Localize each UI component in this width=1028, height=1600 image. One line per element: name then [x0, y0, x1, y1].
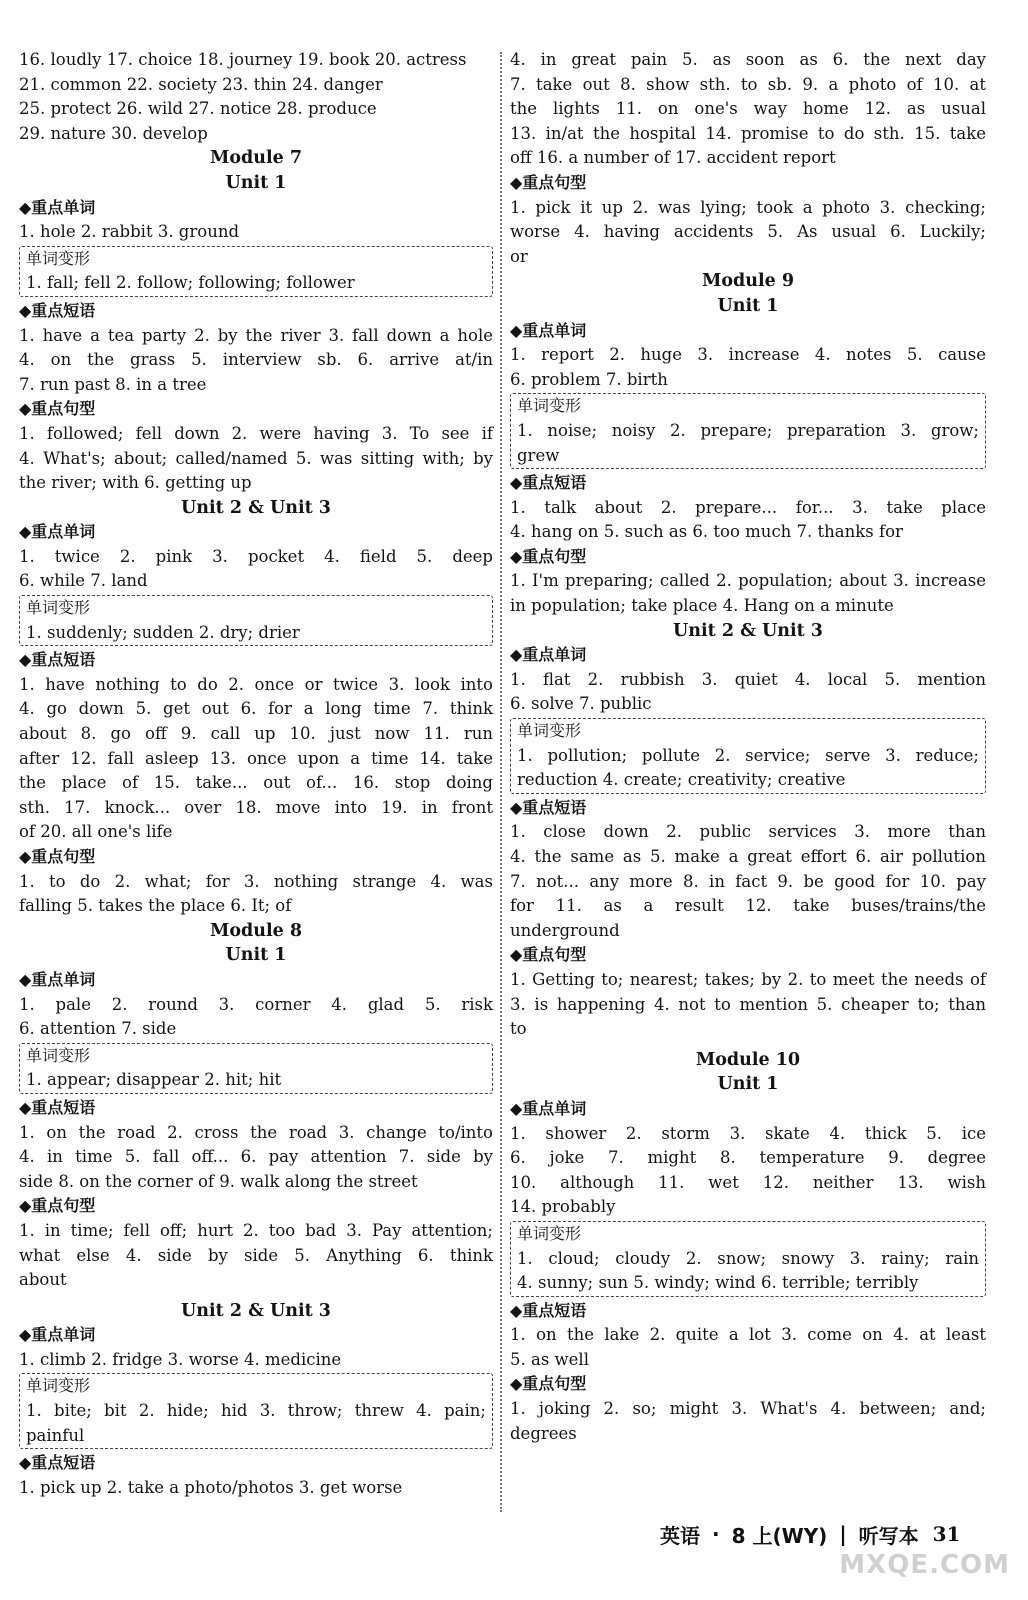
- section-title: Unit 2 & Unit 3: [673, 620, 823, 641]
- answer-line: 1. Getting to; nearest; takes; by 2. to meet the needs of: [510, 969, 986, 989]
- word-forms-heading: 单词变形: [26, 1045, 91, 1065]
- answer-line: 4. in great pain 5. as soon as 6. the next day: [510, 50, 986, 69]
- footer-book: 听写本: [858, 1523, 919, 1548]
- answer-paragraph: [510, 496, 986, 545]
- answer-paragraph: [19, 870, 493, 919]
- word-forms-heading: 单词变形: [517, 721, 582, 741]
- answer-line: 21. common 22. society 23. thin 24. danger: [19, 74, 383, 94]
- section-heading: ◆重点句型: [510, 1374, 587, 1394]
- answer-line: 1. have nothing to do 2. once or twice 3. look into: [19, 674, 493, 694]
- answer-line: for 11. as a result 12. take buses/trains/the: [510, 896, 986, 916]
- section-heading: ◆重点短语: [19, 1097, 96, 1117]
- answer-line: 4. hang on 5. such as 6. too much 7. thanks for: [510, 522, 903, 542]
- answer-line: 1. I'm preparing; called 2. population; about 3. increase: [510, 571, 986, 591]
- answer-line: 13. in/at the hospital 14. promise to do sth. 15. take: [510, 123, 986, 143]
- word-forms-box: [510, 393, 986, 469]
- section-title: Unit 1: [225, 172, 287, 193]
- answer-line: 3. is happening 4. not to mention 5. cheaper to; than: [510, 994, 986, 1014]
- answer-line: 1. climb 2. fridge 3. worse 4. medicine: [19, 1349, 342, 1369]
- word-forms-heading: 单词变形: [26, 598, 91, 618]
- answer-line: 7. take out 8. show sth. to sb. 9. a photo of 10. at: [510, 74, 986, 94]
- section-heading: ◆重点句型: [510, 546, 587, 566]
- answer-paragraph: [510, 820, 986, 943]
- answer-paragraph: [510, 1397, 986, 1446]
- answer-line: 1. flat 2. rubbish 3. quiet 4. local 5. mention: [510, 669, 986, 689]
- answer-line: 1. fall; fell 2. follow; following; follower: [26, 273, 355, 293]
- answer-line: 6. problem 7. birth: [510, 369, 668, 389]
- answer-line: 4. sunny; sun 5. windy; wind 6. terrible; terribly: [517, 1273, 919, 1293]
- word-forms-box: [510, 718, 986, 794]
- section-heading: ◆重点单词: [19, 522, 96, 542]
- answer-line: 4. in time 5. fall off... 6. pay attention 7. side by: [19, 1147, 493, 1167]
- section-heading: ◆重点句型: [19, 847, 96, 866]
- section-heading: ◆重点单词: [19, 1325, 96, 1345]
- answer-line: the river; with 6. getting up: [19, 473, 252, 493]
- section-heading: ◆重点句型: [510, 945, 587, 965]
- word-forms-box: [19, 246, 493, 297]
- word-forms-box: [19, 1043, 493, 1094]
- right-column: [510, 48, 986, 1446]
- word-forms-heading: 单词变形: [517, 396, 582, 416]
- answer-line: to: [510, 1019, 527, 1039]
- section-title: Unit 2 & Unit 3: [181, 497, 331, 518]
- answer-line: 1. joking 2. so; might 3. What's 4. between; and;: [510, 1399, 986, 1419]
- answer-line: 4. What's; about; called/named 5. was sitting with; by: [19, 448, 493, 468]
- answer-line: 1. in time; fell off; hurt 2. too bad 3. Pay attention;: [19, 1220, 493, 1240]
- answer-line: degrees: [510, 1423, 577, 1443]
- answer-paragraph: [19, 422, 493, 496]
- footer-separator: ·: [712, 1522, 720, 1546]
- section-heading: ◆重点短语: [19, 650, 96, 670]
- answer-line: grew: [517, 445, 560, 465]
- answer-line: or: [510, 246, 528, 266]
- answer-line: 1. have a tea party 2. by the river 3. fall down a hole: [19, 325, 493, 345]
- answer-line: 1. pick up 2. take a photo/photos 3. get worse: [19, 1477, 403, 1497]
- answer-line: 1. cloud; cloudy 2. snow; snowy 3. rainy; rain: [517, 1248, 979, 1268]
- answer-line: 29. nature 30. develop: [19, 123, 208, 143]
- word-forms-heading: 单词变形: [26, 248, 91, 268]
- answer-line: 7. run past 8. in a tree: [19, 374, 207, 394]
- answer-line: 4. go down 5. get out 6. for a long time 7. think: [19, 699, 493, 719]
- answer-line: 14. probably: [510, 1197, 616, 1217]
- answer-paragraph: [510, 1122, 986, 1220]
- answer-line: worse 4. having accidents 5. As usual 6. Luckily;: [510, 222, 986, 242]
- answer-paragraph: [19, 993, 493, 1042]
- answer-line: 1. noise; noisy 2. prepare; preparation 3. grow;: [517, 420, 979, 440]
- answer-line: 1. shower 2. storm 3. skate 4. thick 5. ice: [510, 1123, 986, 1143]
- answer-paragraph: [510, 668, 986, 717]
- answer-paragraph: [19, 1121, 493, 1195]
- answer-paragraph: [510, 1323, 986, 1372]
- answer-line: 1. pick it up 2. was lying; took a photo 3. checking;: [510, 197, 986, 217]
- section-heading: ◆重点短语: [510, 1300, 587, 1320]
- answer-line: 16. loudly 17. choice 18. journey 19. book 20. actress: [19, 50, 467, 69]
- answer-line: 1. bite; bit 2. hide; hid 3. throw; threw 4. pain;: [26, 1401, 486, 1421]
- answer-paragraph: [510, 968, 986, 1042]
- page-number: 31: [932, 1522, 961, 1546]
- section-heading: ◆重点短语: [19, 300, 96, 320]
- section-heading: ◆重点短语: [510, 473, 587, 493]
- answer-line: 1. appear; disappear 2. hit; hit: [26, 1070, 282, 1090]
- answer-line: 1. to do 2. what; for 3. nothing strange 4. was: [19, 871, 493, 891]
- answer-paragraph: [19, 324, 493, 398]
- section-title: Unit 1: [225, 945, 287, 966]
- answer-line: 7. not... any more 8. in fact 9. be good for 10. pay: [510, 871, 986, 891]
- column-divider: [500, 52, 502, 1512]
- answer-line: 5. as well: [510, 1349, 589, 1369]
- answer-line: 25. protect 26. wild 27. notice 28. produce: [19, 99, 377, 119]
- section-heading: ◆重点单词: [510, 1098, 587, 1118]
- answer-line: 4. the same as 5. make a great effort 6. air pollution: [510, 847, 986, 866]
- section-heading: ◆重点单词: [510, 645, 587, 665]
- answer-line: the place of 15. take... out of... 16. stop doing: [19, 773, 493, 793]
- left-column: [19, 48, 493, 1500]
- answer-line: sth. 17. knock... over 18. move into 19. in front: [19, 797, 493, 817]
- answer-line: side 8. on the corner of 9. walk along the street: [19, 1171, 418, 1191]
- section-heading: ◆重点句型: [19, 1196, 96, 1216]
- answer-line: about: [19, 1270, 67, 1290]
- answer-line: 1. hole 2. rabbit 3. ground: [19, 222, 240, 242]
- answer-line: 1. on the lake 2. quite a lot 3. come on 4. at least: [510, 1325, 986, 1345]
- answer-line: 1. report 2. huge 3. increase 4. notes 5. cause: [510, 345, 986, 365]
- answer-paragraph: [510, 48, 986, 171]
- section-heading: ◆重点句型: [510, 172, 587, 192]
- word-forms-box: [19, 595, 493, 646]
- section-title: Module 7: [209, 148, 303, 169]
- answer-line: falling 5. takes the place 6. It; of: [19, 896, 292, 916]
- section-title: Unit 2 & Unit 3: [181, 1300, 331, 1321]
- footer-subject: 英语: [660, 1523, 700, 1548]
- section-title: Module 10: [695, 1049, 801, 1070]
- answer-line: 1. pollution; pollute 2. service; serve 3. reduce;: [517, 745, 979, 765]
- section-heading: ◆重点单词: [19, 197, 96, 217]
- answer-line: 1. talk about 2. prepare... for... 3. take place: [510, 497, 986, 517]
- answer-line: in population; take place 4. Hang on a minute: [510, 596, 894, 616]
- word-forms-box: [510, 1221, 986, 1297]
- answer-paragraph: [19, 545, 493, 594]
- answer-paragraph: [19, 673, 493, 845]
- footer-grade: 8 上(WY): [731, 1523, 828, 1548]
- answer-line: underground: [510, 920, 620, 940]
- section-title: Module 9: [701, 271, 795, 292]
- answer-line: 10. although 11. wet 12. neither 13. wish: [510, 1172, 986, 1192]
- answer-line: after 12. fall asleep 13. once upon a time 14. take: [19, 748, 493, 768]
- answer-paragraph: [510, 569, 986, 618]
- answer-line: what else 4. side by side 5. Anything 6. think: [19, 1245, 493, 1265]
- answer-paragraph: [19, 1219, 493, 1293]
- word-forms-heading: 单词变形: [517, 1223, 582, 1243]
- answer-line: 1. suddenly; sudden 2. dry; drier: [26, 622, 300, 642]
- section-title: Unit 1: [717, 1074, 779, 1095]
- answer-line: off 16. a number of 17. accident report: [510, 148, 836, 168]
- footer-separator: |: [839, 1522, 847, 1546]
- answer-line: 1. close down 2. public services 3. more than: [510, 822, 986, 842]
- section-heading: ◆重点短语: [19, 1453, 96, 1473]
- answer-line: 1. pale 2. round 3. corner 4. glad 5. risk: [19, 994, 493, 1014]
- answer-line: 4. on the grass 5. interview sb. 6. arrive at/in: [19, 350, 493, 370]
- answer-line: 1. followed; fell down 2. were having 3. To see if: [19, 423, 493, 443]
- section-heading: ◆重点句型: [19, 399, 96, 419]
- answer-line: reduction 4. create; creativity; creative: [517, 770, 846, 790]
- answer-line: 6. solve 7. public: [510, 694, 652, 714]
- answer-line: 6. attention 7. side: [19, 1019, 177, 1039]
- section-title: Unit 1: [717, 295, 779, 316]
- watermark: MXQE.COM: [839, 1550, 1010, 1580]
- answer-line: 6. while 7. land: [19, 571, 148, 591]
- answer-line: about 8. go off 9. call up 10. just now 11. run: [19, 724, 493, 744]
- section-heading: ◆重点单词: [19, 969, 96, 989]
- answer-line: the lights 11. on one's way home 12. as usual: [510, 99, 986, 119]
- section-title: Module 8: [209, 920, 303, 941]
- answer-line: 1. on the road 2. cross the road 3. change to/into: [19, 1122, 493, 1142]
- answer-line: painful: [26, 1425, 85, 1445]
- answer-paragraph: [510, 196, 986, 270]
- word-forms-heading: 单词变形: [26, 1376, 91, 1396]
- answer-line: of 20. all one's life: [19, 822, 173, 842]
- word-forms-box: [19, 1373, 493, 1449]
- section-heading: ◆重点单词: [510, 320, 587, 340]
- answer-line: 6. joke 7. might 8. temperature 9. degree: [510, 1148, 986, 1168]
- answer-line: 1. twice 2. pink 3. pocket 4. field 5. deep: [19, 546, 493, 566]
- answer-paragraph: [510, 343, 986, 392]
- section-heading: ◆重点短语: [510, 797, 587, 817]
